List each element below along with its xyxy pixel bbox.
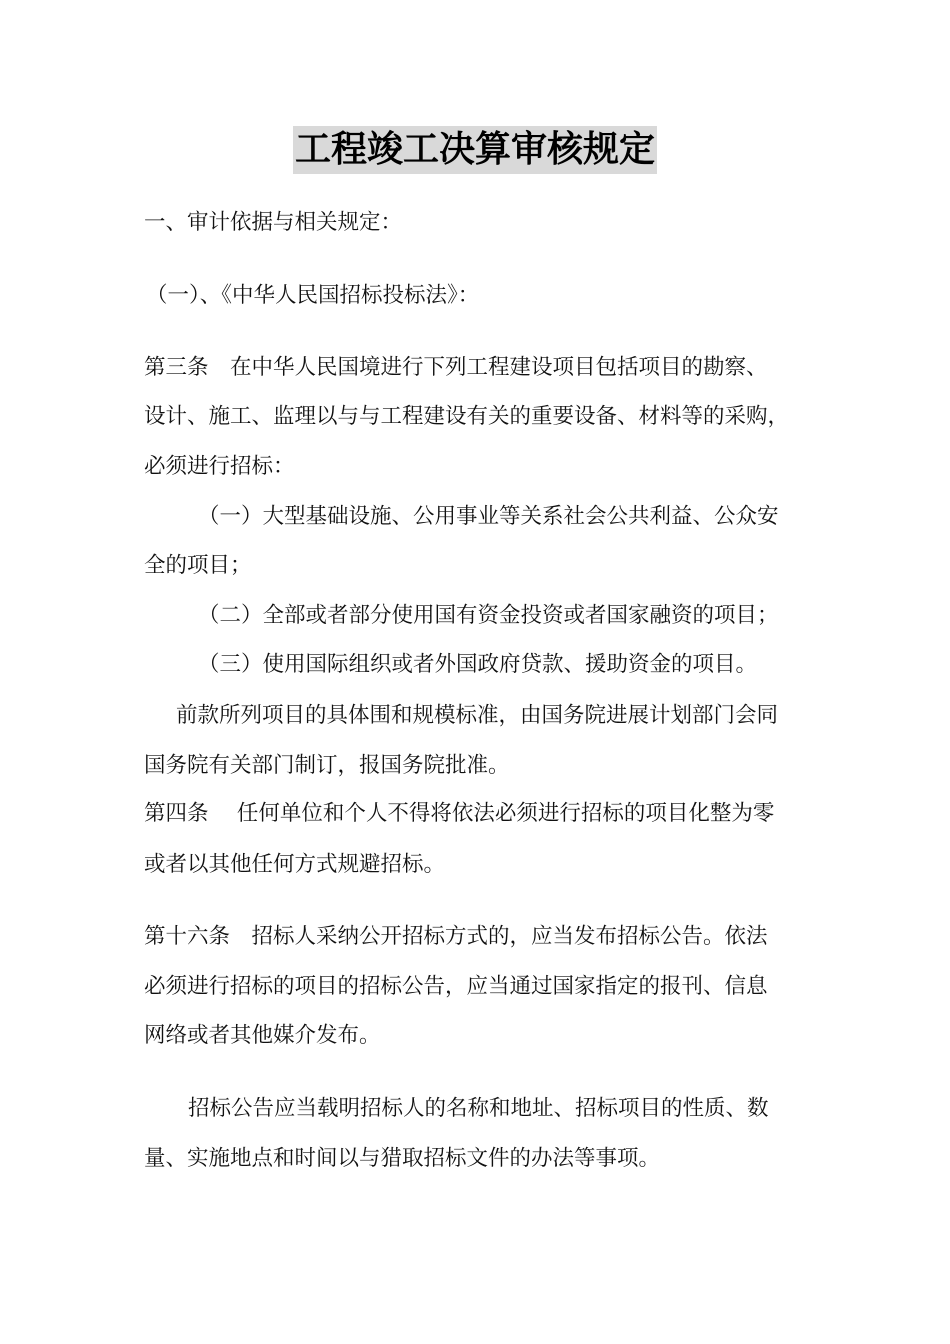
item-2: （二）全部或者部分使用国有资金投资或者国家融资的项目；	[198, 603, 779, 628]
item-3: （三）使用国际组织或者外国政府贷款、援助资金的项目。	[198, 652, 758, 677]
article-4-line-1: 第四条 任何单位和个人不得将依法必须进行招标的项目化整为零	[144, 801, 775, 826]
paragraph-scope-line-2: 国务院有关部门制订，报国务院批准。	[144, 753, 510, 778]
subsection-heading: （一）、《中华人民国招标投标法》：	[146, 283, 480, 308]
article-4-line-2: 或者以其他任何方式规避招标。	[144, 852, 446, 877]
item-1-line-2: 全的项目；	[144, 553, 252, 578]
section-heading: 一、审计依据与相关规定：	[144, 210, 403, 235]
notice-paragraph-line-1: 招标公告应当载明招标人的名称和地址、招标项目的性质、数	[188, 1096, 769, 1121]
article-16-line-1: 第十六条 招标人采纳公开招标方式的，应当发布招标公告。依法	[144, 924, 768, 949]
title-wrap	[0, 126, 950, 174]
article-3-line-1: 第三条 在中华人民国境进行下列工程建设项目包括项目的勘察、	[144, 355, 768, 380]
document-title: 工程竣工决算审核规定	[293, 126, 657, 174]
paragraph-scope-line-1: 前款所列项目的具体围和规模标准，由国务院进展计划部门会同	[176, 703, 779, 728]
article-3-line-2: 设计、施工、监理以与与工程建设有关的重要设备、材料等的采购，	[144, 404, 790, 429]
article-16-line-2: 必须进行招标的项目的招标公告，应当通过国家指定的报刊、信息	[144, 974, 768, 999]
article-16-line-3: 网络或者其他媒介发布。	[144, 1023, 381, 1048]
article-3-line-3: 必须进行招标：	[144, 454, 295, 479]
item-1-line-1: （一）大型基础设施、公用事业等关系社会公共利益、公众安	[198, 504, 779, 529]
notice-paragraph-line-2: 量、实施地点和时间以与猎取招标文件的办法等事项。	[144, 1146, 661, 1171]
